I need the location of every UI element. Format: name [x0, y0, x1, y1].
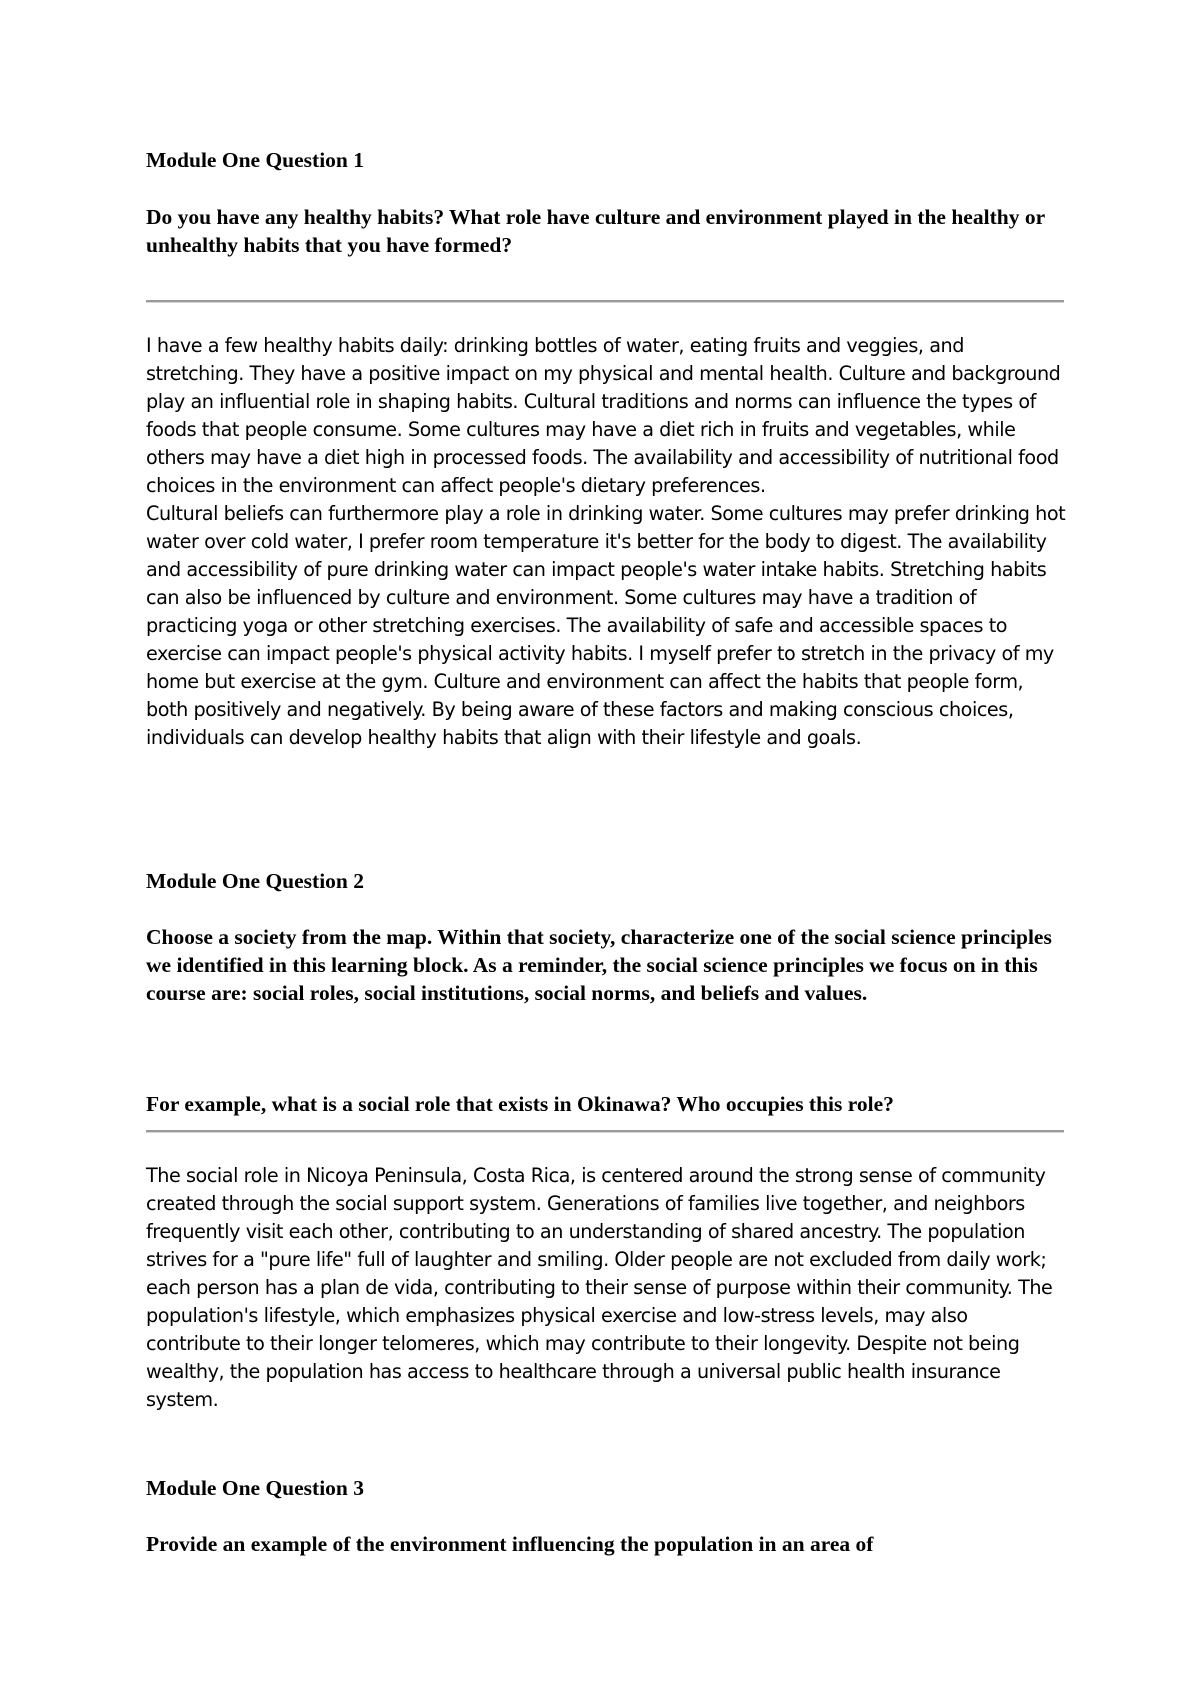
- q2-prompt-block: [146, 923, 1066, 1007]
- q3-heading: Module One Question 3: [146, 1476, 365, 1500]
- q1-prompt-block: [146, 203, 1066, 259]
- q1-prompt: Do you have any healthy habits? What role have culture and environment played in the healthy or unhealthy habits that you have formed?: [146, 205, 1045, 257]
- q2-prompt: Choose a society from the map. Within that society, characterize one of the social science principles we identified in this learning block. As a reminder, the social science principles we focus on in this course are: social roles, social institutions, social norms, and beliefs and values.: [146, 925, 1052, 1005]
- q3-prompt-block: [146, 1530, 1066, 1558]
- q1-heading: Module One Question 1: [146, 148, 365, 172]
- q2-heading-block: [146, 867, 1066, 895]
- q3-prompt: Provide an example of the environment influencing the population in an area of: [146, 1532, 874, 1556]
- q2-divider: [146, 1130, 1064, 1133]
- q1-answer-block: [146, 332, 1066, 752]
- q2-answer-block: [146, 1162, 1066, 1414]
- q1-answer-paragraph-2: Cultural beliefs can furthermore play a role in drinking water. Some cultures may prefer drinking hot water over cold water, I prefer room temperature it's better for the body to digest. The availability and accessibility of pure drinking water can impact people's water intake habits. Stretching habits can also be influenced by culture and environment. Some cultures may have a tradition of practicing yoga or other stretching exercises. The availability of safe and accessible spaces to exercise can impact people's physical activity habits. I myself prefer to stretch in the privacy of my home but exercise at the gym. Culture and environment can affect the habits that people form, both positively and negatively. By being aware of these factors and making conscious choices, individuals can develop healthy habits that align with their lifestyle and goals.: [146, 502, 1066, 749]
- q3-heading-block: [146, 1474, 1066, 1502]
- q1-answer-paragraph-1: I have a few healthy habits daily: drinking bottles of water, eating fruits and veggies, and stretching. They have a positive impact on my physical and mental health. Culture and background play an influential role in shaping habits. Cultural traditions and norms can influence the types of foods that people consume. Some cultures may have a diet rich in fruits and vegetables, while others may have a diet high in processed foods. The availability and accessibility of nutritional food choices in the environment can affect people's dietary preferences.: [146, 334, 1061, 497]
- q1-divider: [146, 300, 1064, 303]
- q2-example: For example, what is a social role that exists in Okinawa? Who occupies this role?: [146, 1092, 894, 1116]
- q2-answer: The social role in Nicoya Peninsula, Costa Rica, is centered around the strong sense of community created through the social support system. Generations of families live together, and neighbors frequently visit each other, contributing to an understanding of shared ancestry. The population strives for a "pure life" full of laughter and smiling. Older people are not excluded from daily work; each person has a plan de vida, contributing to their sense of purpose within their community. The population's lifestyle, which emphasizes physical exercise and low-stress levels, may also contribute to their longer telomeres, which may contribute to their longevity. Despite not being wealthy, the population has access to healthcare through a universal public health insurance system.: [146, 1164, 1053, 1411]
- q2-heading: Module One Question 2: [146, 869, 365, 893]
- q2-example-block: [146, 1090, 1066, 1118]
- q1-heading-block: [146, 146, 1066, 174]
